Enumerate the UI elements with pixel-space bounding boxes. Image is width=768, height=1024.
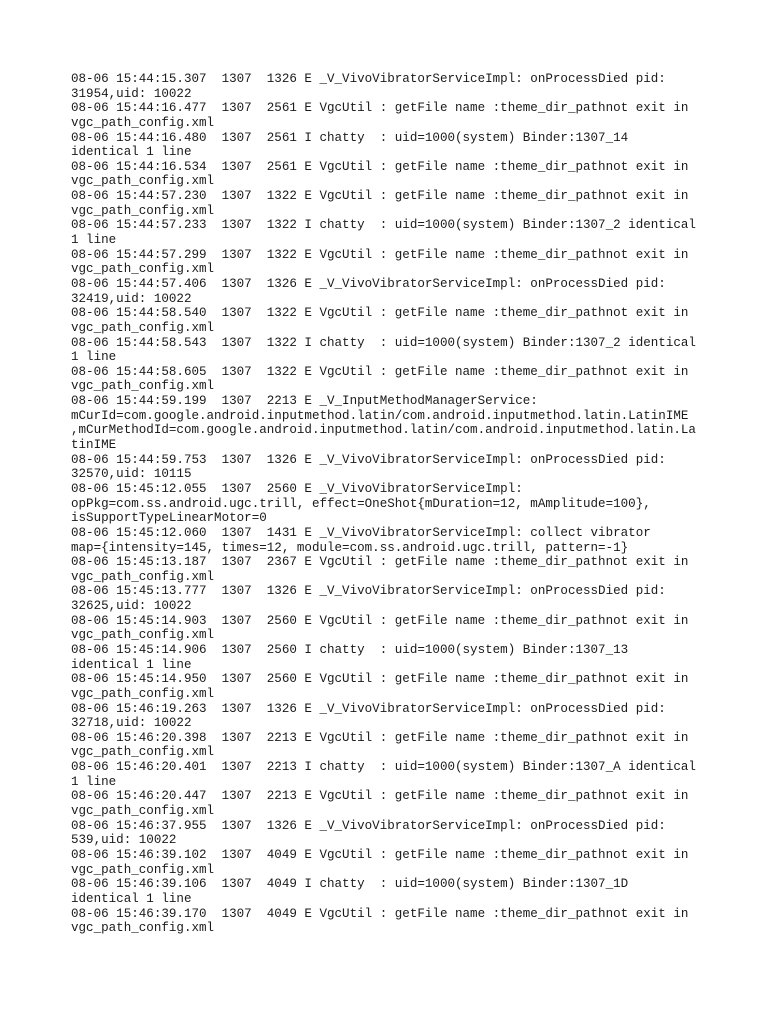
log-line: 08-06 15:44:15.307 1307 1326 E _V_VivoVibratorServiceImpl: onProcessDied pid: xyxy=(71,72,666,86)
log-line: vgc_path_config.xml xyxy=(71,115,215,130)
log-line: 32570,uid: 10115 xyxy=(71,467,192,482)
log-line: 08-06 15:44:58.543 1307 1322 I chatty : uid=1000(system) Binder:1307_2 identical xyxy=(71,335,696,350)
log-line: 08-06 15:45:12.060 1307 1431 E _V_VivoVibratorServiceImpl: collect vibrator xyxy=(71,525,651,540)
log-line: isSupportTypeLinearMotor=0 xyxy=(71,511,267,526)
log-line: 539,uid: 10022 xyxy=(71,833,177,848)
log-line: 08-06 15:44:57.299 1307 1322 E VgcUtil : getFile name :theme_dir_pathnot exit in xyxy=(71,247,689,262)
log-line: identical 1 line xyxy=(71,145,192,160)
log-line: vgc_path_config.xml xyxy=(71,745,215,760)
log-line: vgc_path_config.xml xyxy=(71,174,215,189)
log-line: vgc_path_config.xml xyxy=(71,203,215,218)
log-line: 08-06 15:46:19.263 1307 1326 E _V_VivoVibratorServiceImpl: onProcessDied pid: xyxy=(71,701,666,716)
log-line: tinIME xyxy=(71,438,117,453)
log-line: vgc_path_config.xml xyxy=(71,262,215,277)
log-line: 08-06 15:46:20.398 1307 2213 E VgcUtil : getFile name :theme_dir_pathnot exit in xyxy=(71,730,689,745)
log-line: vgc_path_config.xml xyxy=(71,921,215,936)
log-line: 08-06 15:44:57.406 1307 1326 E _V_VivoVibratorServiceImpl: onProcessDied pid: xyxy=(71,276,666,291)
log-line: 08-06 15:45:14.903 1307 2560 E VgcUtil : getFile name :theme_dir_pathnot exit in xyxy=(71,613,689,628)
log-line: 08-06 15:44:57.233 1307 1322 I chatty : uid=1000(system) Binder:1307_2 identical xyxy=(71,218,696,233)
log-line: 08-06 15:46:20.447 1307 2213 E VgcUtil : getFile name :theme_dir_pathnot exit in xyxy=(71,789,689,804)
log-line: vgc_path_config.xml xyxy=(71,686,215,701)
log-line: 31954,uid: 10022 xyxy=(71,86,192,101)
log-line: 08-06 15:45:13.777 1307 1326 E _V_VivoVibratorServiceImpl: onProcessDied pid: xyxy=(71,584,666,599)
log-line: 08-06 15:46:20.401 1307 2213 I chatty : uid=1000(system) Binder:1307_A identical xyxy=(71,760,696,775)
log-line: 08-06 15:45:12.055 1307 2560 E _V_VivoVibratorServiceImpl: xyxy=(71,481,523,496)
log-line: vgc_path_config.xml xyxy=(71,320,215,335)
log-line: vgc_path_config.xml xyxy=(71,804,215,819)
log-line: 08-06 15:44:57.230 1307 1322 E VgcUtil : getFile name :theme_dir_pathnot exit in xyxy=(71,189,689,204)
log-line: 08-06 15:44:58.605 1307 1322 E VgcUtil : getFile name :theme_dir_pathnot exit in xyxy=(71,364,689,379)
log-line: 08-06 15:44:16.477 1307 2561 E VgcUtil : getFile name :theme_dir_pathnot exit in xyxy=(71,101,689,116)
log-line: 08-06 15:44:16.480 1307 2561 I chatty : uid=1000(system) Binder:1307_14 xyxy=(71,130,629,145)
log-line: 08-06 15:44:16.534 1307 2561 E VgcUtil : getFile name :theme_dir_pathnot exit in xyxy=(71,159,689,174)
log-line: 08-06 15:46:39.170 1307 4049 E VgcUtil : getFile name :theme_dir_pathnot exit in xyxy=(71,906,689,921)
log-line: 32419,uid: 10022 xyxy=(71,291,192,306)
log-line: 1 line xyxy=(71,350,117,365)
log-text-block xyxy=(71,72,711,936)
log-line: map={intensity=145, times=12, module=com.ss.android.ugc.trill, pattern=-1} xyxy=(71,540,629,555)
log-line: 08-06 15:46:37.955 1307 1326 E _V_VivoVibratorServiceImpl: onProcessDied pid: xyxy=(71,818,666,833)
log-line: 08-06 15:44:59.753 1307 1326 E _V_VivoVibratorServiceImpl: onProcessDied pid: xyxy=(71,452,666,467)
log-line: mCurId=com.google.android.inputmethod.latin/com.android.inputmethod.latin.LatinIME xyxy=(71,408,689,423)
log-line: vgc_path_config.xml xyxy=(71,628,215,643)
log-line: 08-06 15:45:14.950 1307 2560 E VgcUtil : getFile name :theme_dir_pathnot exit in xyxy=(71,672,689,687)
log-line: vgc_path_config.xml xyxy=(71,569,215,584)
log-line: vgc_path_config.xml xyxy=(71,862,215,877)
log-line: vgc_path_config.xml xyxy=(71,379,215,394)
log-line: 1 line xyxy=(71,233,117,248)
log-line: 08-06 15:46:39.102 1307 4049 E VgcUtil : getFile name :theme_dir_pathnot exit in xyxy=(71,847,689,862)
log-line: 08-06 15:46:39.106 1307 4049 I chatty : uid=1000(system) Binder:1307_1D xyxy=(71,877,629,892)
log-line: 32718,uid: 10022 xyxy=(71,716,192,731)
log-line: 1 line xyxy=(71,774,117,789)
log-line: 32625,uid: 10022 xyxy=(71,599,192,614)
log-line: identical 1 line xyxy=(71,657,192,672)
log-line: identical 1 line xyxy=(71,891,192,906)
log-line: opPkg=com.ss.android.ugc.trill, effect=OneShot{mDuration=12, mAmplitude=100}, xyxy=(71,496,651,511)
log-line: 08-06 15:44:59.199 1307 2213 E _V_InputMethodManagerService: xyxy=(71,394,538,409)
log-line: 08-06 15:45:13.187 1307 2367 E VgcUtil : getFile name :theme_dir_pathnot exit in xyxy=(71,555,689,570)
log-line: 08-06 15:45:14.906 1307 2560 I chatty : uid=1000(system) Binder:1307_13 xyxy=(71,642,629,657)
log-line: 08-06 15:44:58.540 1307 1322 E VgcUtil : getFile name :theme_dir_pathnot exit in xyxy=(71,306,689,321)
log-line: ,mCurMethodId=com.google.android.inputmethod.latin/com.android.inputmethod.latin.La xyxy=(71,423,696,438)
